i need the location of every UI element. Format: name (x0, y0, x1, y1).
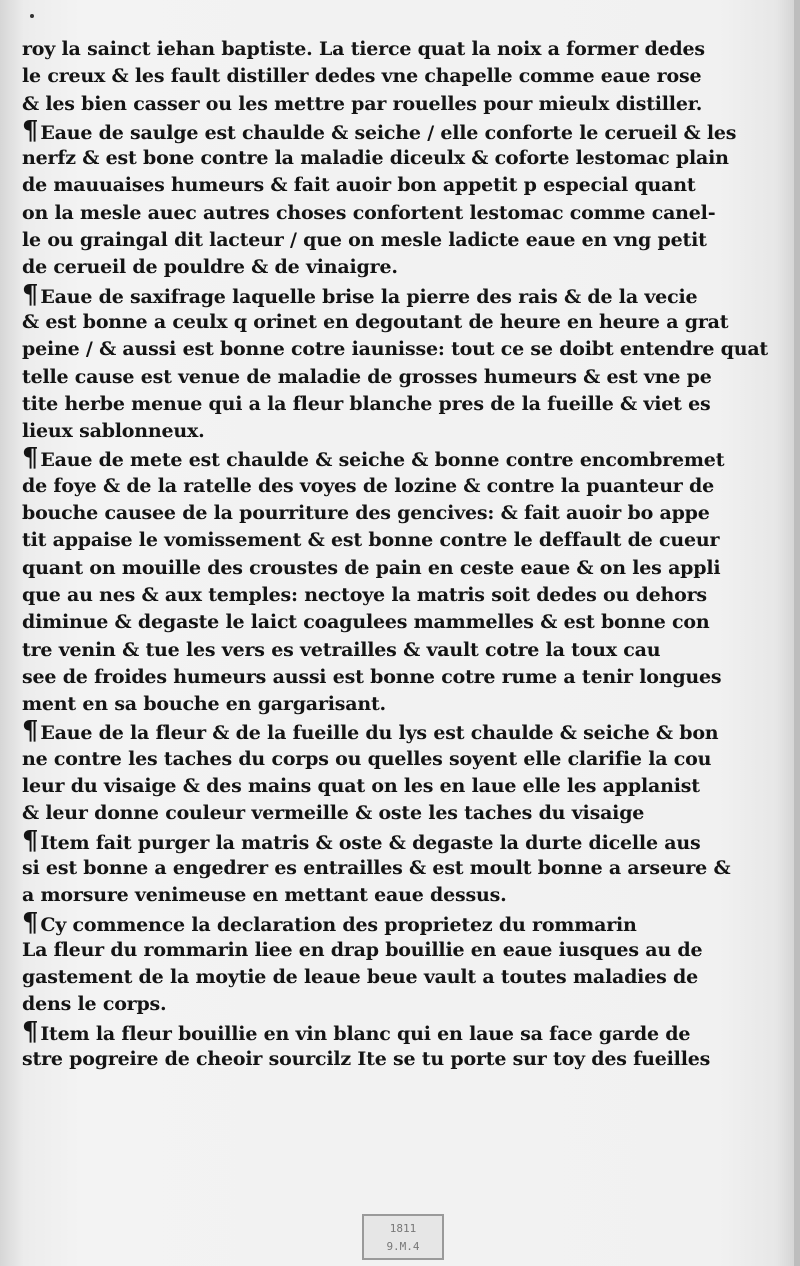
pilcrow-mark: ¶ (22, 115, 39, 146)
text-line (22, 937, 772, 964)
text-line (22, 391, 772, 418)
pilcrow-mark: ¶ (22, 1016, 39, 1047)
text-line (22, 445, 772, 472)
line-text: La fleur du rommarin liee en drap bouillie en eaue iusques au de (22, 938, 703, 961)
line-text: bouche causee de la pourriture des gencives: & fait auoir bo appe (22, 502, 710, 525)
text-line (22, 664, 772, 691)
line-text: see de froides humeurs aussi est bonne cotre rume a tenir longues (22, 665, 722, 688)
line-text: quant on mouille des croustes de pain en ceste eaue & on les appli (22, 556, 721, 579)
text-line (22, 254, 772, 281)
line-text: & est bonne a ceulx q orinet en degoutant de heure en heure a grat (22, 310, 729, 333)
text-line (22, 582, 772, 609)
text-line (22, 364, 772, 391)
line-text: que au nes & aux temples: nectoye la matris soit dedes ou dehors (22, 583, 707, 606)
pilcrow-mark: ¶ (22, 279, 39, 310)
pilcrow-mark: ¶ (22, 907, 39, 938)
text-line (22, 609, 772, 636)
line-text: de foye & de la ratelle des voyes de lozine & contre la puanteur de (22, 474, 715, 497)
line-text: on la mesle auec autres choses confortent lestomac comme canel- (22, 201, 716, 224)
line-text: gastement de la moytie de leaue beue vault a toutes maladies de (22, 966, 698, 989)
text-line (22, 227, 772, 254)
line-text: tit appaise le vomissement & est bonne contre le deffault de cueur (22, 529, 720, 552)
text-line (22, 1046, 772, 1073)
line-text: Eaue de la fleur & de la fueille du lys est chaulde & seiche & bon (40, 722, 719, 745)
line-text: lieux sablonneux. (22, 420, 205, 443)
line-text: ment en sa bouche en gargarisant. (22, 693, 386, 716)
text-line (22, 691, 772, 718)
text-line (22, 555, 772, 582)
line-text: peine / & aussi est bonne cotre iaunisse: tout ce se doibt entendre quat (22, 338, 769, 361)
text-line (22, 991, 772, 1018)
line-text: nerfz & est bone contre la maladie diceulx & coforte lestomac plain (22, 147, 729, 170)
text-line (22, 115, 772, 146)
line-text: Eaue de mete est chaulde & seiche & bonne contre encombremet (40, 449, 725, 472)
text-line (22, 964, 772, 991)
text-line (22, 336, 772, 363)
text-line (22, 418, 772, 445)
pilcrow-mark: ¶ (22, 443, 39, 474)
line-text: & leur donne couleur vermeille & oste les taches du visaige (22, 802, 645, 825)
text-line (22, 473, 772, 500)
text-line (22, 145, 772, 172)
line-text: telle cause est venue de maladie de grosses humeurs & est vne pe (22, 365, 712, 388)
pilcrow-mark: ¶ (22, 716, 39, 747)
text-line (22, 527, 772, 554)
text-line (22, 279, 772, 310)
line-text: diminue & degaste le laict coagulees mammelles & est bonne con (22, 611, 710, 634)
line-text: le ou graingal dit lacteur / que on mesle ladicte eaue en vng petit (22, 229, 707, 252)
pilcrow-mark: ¶ (22, 825, 39, 856)
line-text: le creux & les fault distiller dedes vne chapelle comme eaue rose (22, 65, 702, 88)
line-text: ne contre les taches du corps ou quelles soyent elle clarifie la cou (22, 747, 712, 770)
line-text: Cy commence la declaration des proprietez du rommarin (40, 913, 637, 936)
line-text: Item fait purger la matris & oste & degaste la durte dicelle aus (40, 831, 701, 854)
text-line (22, 36, 772, 63)
library-stamp (362, 1214, 444, 1260)
page-edge (794, 0, 800, 1266)
line-text: a morsure venimeuse en mettant eaue dessus. (22, 884, 507, 907)
text-line (22, 309, 772, 336)
line-text: de cerueil de pouldre & de vinaigre. (22, 256, 398, 279)
text-line (22, 855, 772, 882)
line-text: dens le corps. (22, 993, 167, 1016)
text-line (22, 773, 772, 800)
text-line (22, 500, 772, 527)
ink-dot (30, 14, 34, 18)
stamp-line-1: 1811 (389, 1222, 417, 1235)
line-text: tre venin & tue les vers es vetrailles & vault cotre la toux cau (22, 638, 661, 661)
line-text: leur du visaige & des mains quat on les en laue elle les applanist (22, 775, 700, 798)
text-line (22, 718, 772, 745)
text-line (22, 172, 772, 199)
text-line (22, 1016, 772, 1047)
line-text: tite herbe menue qui a la fleur blanche pres de la fueille & viet es (22, 392, 711, 415)
text-line (22, 882, 772, 909)
text-line (22, 907, 772, 938)
stamp-line-2: 9.M.4 (386, 1240, 420, 1253)
line-text: de mauuaises humeurs & fait auoir bon appetit p especial quant (22, 174, 696, 197)
text-line (22, 200, 772, 227)
text-line (22, 746, 772, 773)
line-text: Eaue de saxifrage laquelle brise la pierre des rais & de la vecie (40, 285, 698, 308)
line-text: roy la sainct iehan baptiste. La tierce quat la noix a former dedes (22, 38, 705, 60)
line-text: si est bonne a engedrer es entrailles & est moult bonne a arseure & (22, 856, 731, 879)
line-text: Item la fleur bouillie en vin blanc qui en laue sa face garde de (40, 1022, 691, 1045)
line-text: Eaue de saulge est chaulde & seiche / elle conforte le cerueil & les (40, 121, 737, 144)
text-line (22, 91, 772, 118)
line-text: & les bien casser ou les mettre par rouelles pour mieulx distiller. (22, 92, 703, 115)
text-line (22, 800, 772, 827)
text-line (22, 825, 772, 856)
line-text: stre pogreire de cheoir sourcilz Ite se tu porte sur toy des fueilles (22, 1047, 711, 1070)
text-block (22, 36, 772, 1073)
text-line (22, 637, 772, 664)
text-line (22, 63, 772, 90)
